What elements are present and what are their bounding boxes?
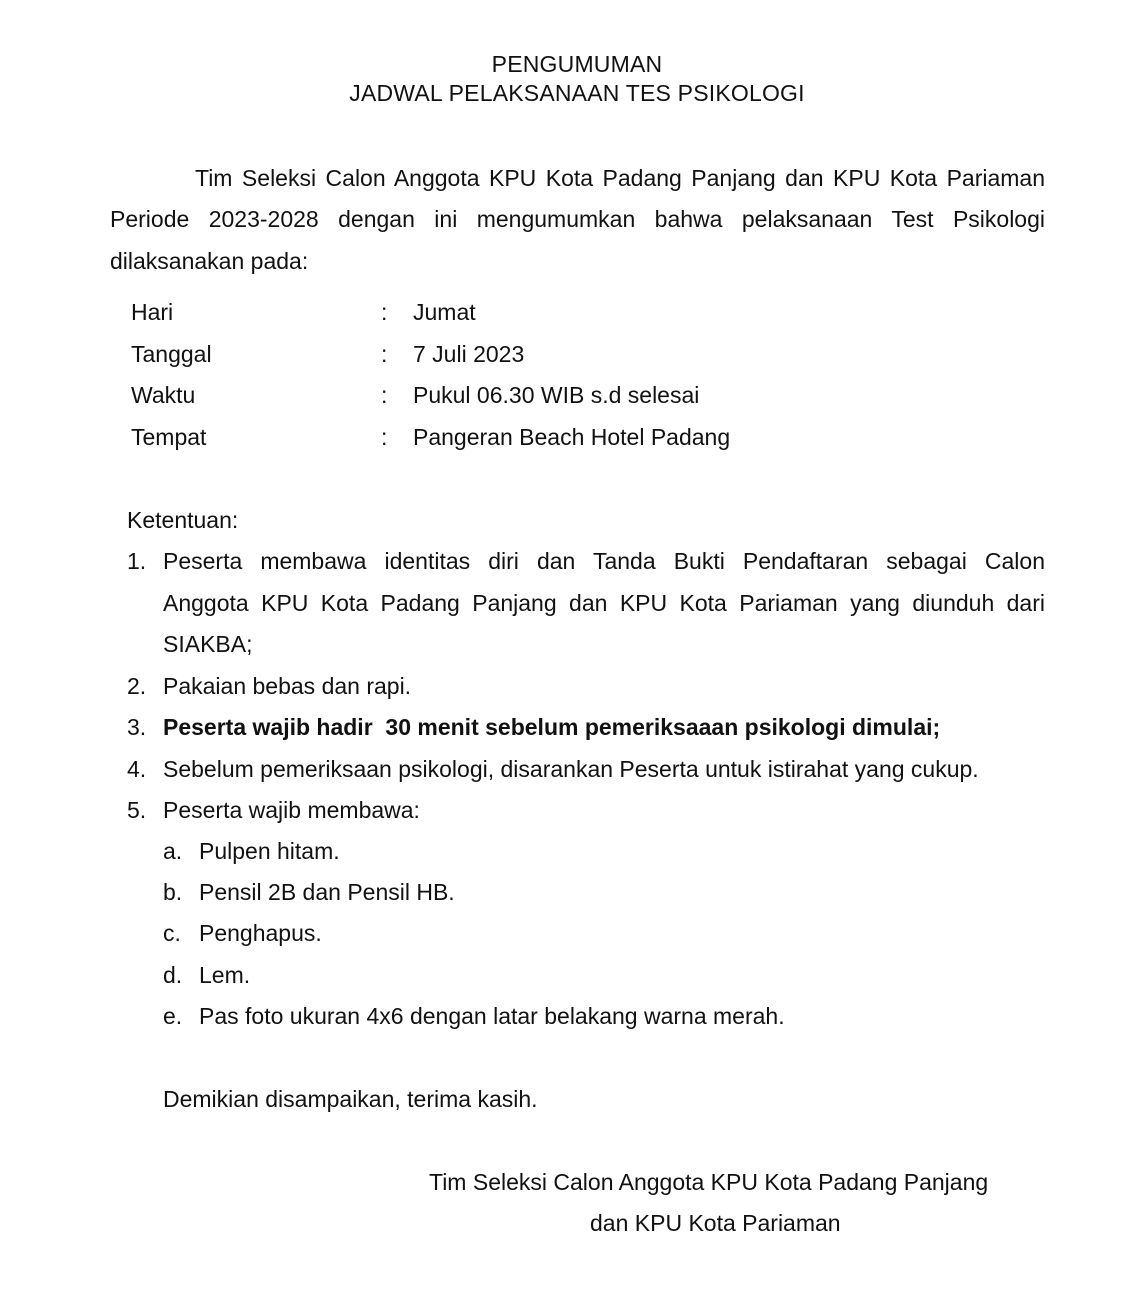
schedule-value: Jumat — [413, 299, 476, 325]
list-item-text: Pensil 2B dan Pensil HB. — [199, 879, 455, 905]
schedule-separator: : — [381, 424, 388, 450]
list-item-text: Peserta membawa identitas diri dan Tanda Bukti Pendaftaran sebagai Calon — [163, 548, 1045, 574]
schedule-label: Tempat — [131, 424, 207, 450]
list-letter: a. — [163, 838, 183, 864]
schedule-separator: : — [381, 299, 388, 325]
closing-text: Demikian disampaikan, terima kasih. — [163, 1086, 538, 1112]
schedule-separator: : — [381, 382, 388, 408]
list-letter: c. — [163, 920, 181, 946]
schedule-separator: : — [381, 341, 388, 367]
list-item-text: Anggota KPU Kota Padang Panjang dan KPU Kota Pariaman yang diunduh dari — [163, 590, 1045, 616]
list-number: 5. — [127, 797, 147, 823]
list-item-text: Lem. — [199, 962, 251, 988]
list-letter: d. — [163, 962, 183, 988]
list-number: 3. — [127, 714, 147, 740]
list-item-text: Pakaian bebas dan rapi. — [163, 673, 412, 699]
list-letter: b. — [163, 879, 183, 905]
list-number: 2. — [127, 673, 147, 699]
list-item-text: Sebelum pemeriksaan psikologi, disarankan Peserta untuk istirahat yang cukup. — [163, 756, 979, 782]
page-subtitle: JADWAL PELAKSANAAN TES PSIKOLOGI — [349, 80, 805, 106]
intro-line-2: Periode 2023-2028 dengan ini mengumumkan bahwa pelaksanaan Test Psikologi — [110, 206, 1045, 232]
schedule-label: Tanggal — [131, 341, 212, 367]
list-item-text: Pulpen hitam. — [199, 838, 340, 864]
schedule-label: Hari — [131, 299, 174, 325]
list-item-text: Peserta wajib membawa: — [163, 797, 420, 823]
schedule-value: 7 Juli 2023 — [413, 341, 525, 367]
list-letter: e. — [163, 1003, 183, 1029]
list-number: 4. — [127, 756, 147, 782]
schedule-label: Waktu — [131, 382, 196, 408]
list-item-text: Pas foto ukuran 4x6 dengan latar belakang warna merah. — [199, 1003, 785, 1029]
list-number: 1. — [127, 548, 147, 574]
signature-line-1: Tim Seleksi Calon Anggota KPU Kota Padang Panjang — [429, 1169, 989, 1195]
intro-line-3: dilaksanakan pada: — [110, 248, 309, 274]
list-item-text: Penghapus. — [199, 920, 322, 946]
schedule-value: Pukul 06.30 WIB s.d selesai — [413, 382, 700, 408]
list-item-text: SIAKBA; — [163, 631, 253, 657]
schedule-value: Pangeran Beach Hotel Padang — [413, 424, 731, 450]
rules-heading: Ketentuan: — [127, 507, 239, 533]
list-item-text-bold: Peserta wajib hadir 30 menit sebelum pemeriksaaan psikologi dimulai; — [163, 714, 941, 740]
page-title: PENGUMUMAN — [491, 51, 663, 77]
signature-line-2: dan KPU Kota Pariaman — [590, 1210, 841, 1236]
intro-line-1: Tim Seleksi Calon Anggota KPU Kota Padang Panjang dan KPU Kota Pariaman — [195, 165, 1045, 191]
